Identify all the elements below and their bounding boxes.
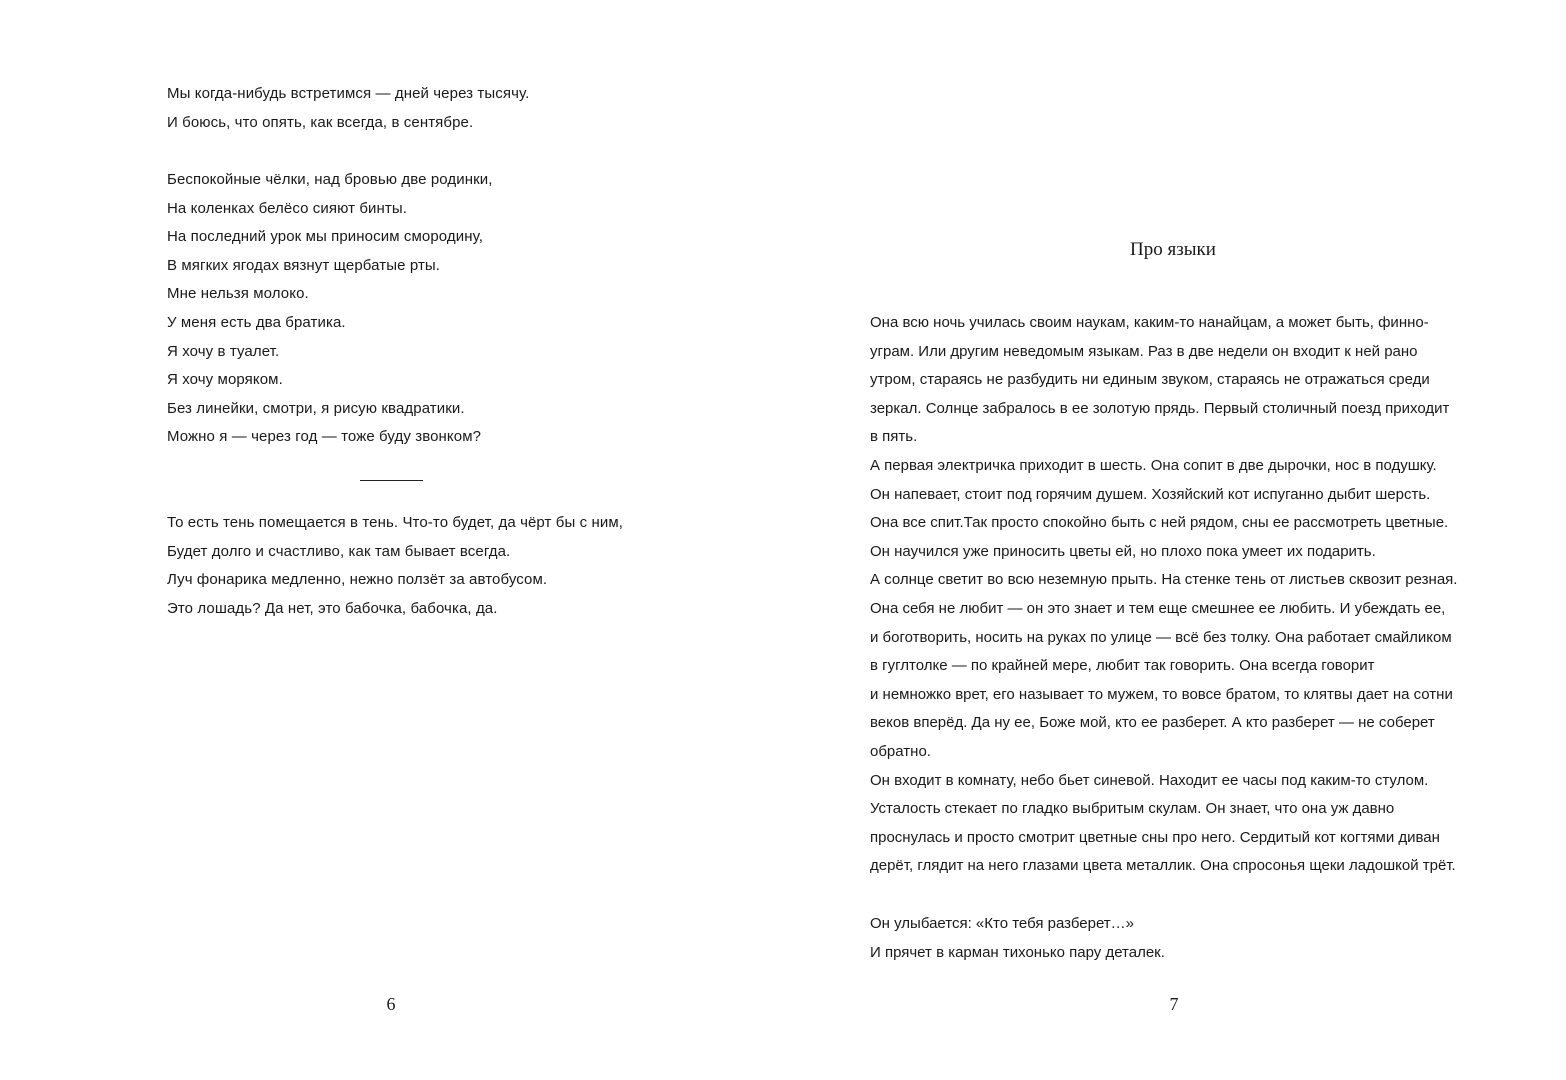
prose-line: А первая электричка приходит в шесть. Она сопит в две дырочки, нос в подушку. (870, 456, 1437, 474)
prose-line: в гуглтолке — по крайней мере, любит так говорить. Она всегда говорит (870, 657, 1375, 675)
poem-line: У меня есть два братика. (167, 313, 346, 331)
right-page (783, 0, 1566, 1080)
poem-stanza-3 (167, 509, 623, 623)
poem-line: В мягких ягодах вязнут щербатые рты. (167, 256, 441, 274)
poem-line: Беспокойные чёлки, над бровью две родинки, (167, 171, 493, 188)
prose-line: Усталость стекает по гладко выбритым скулам. Он знает, что она уж давно (870, 800, 1395, 818)
poem-line: На последний урок мы приносим смородину, (167, 228, 483, 246)
poem-title: Про языки (1130, 239, 1216, 260)
prose-body (870, 309, 1457, 881)
poem-line: Мне нельзя молоко. (167, 285, 309, 303)
prose-line: Он научился уже приносить цветы ей, но плохо пока умеет их подарить. (870, 542, 1376, 560)
section-divider (360, 480, 423, 481)
prose-line: и немножко врет, его называет то мужем, то вовсе братом, то клятвы дает на сотни (870, 685, 1453, 703)
page-number: 7 (1169, 994, 1179, 1014)
prose-line: веков вперёд. Да ну ее, Боже мой, кто ее разберет. А кто разберет — не соберет (870, 714, 1435, 732)
prose-line: А солнце светит во всю неземную прыть. На стенке тень от листьев сквозит резная. (870, 571, 1458, 589)
prose-line: проснулась и просто смотрит цветные сны про него. Сердитый кот когтями диван (870, 828, 1440, 846)
poem-line: Можно я — через год — тоже буду звонком? (167, 428, 482, 446)
prose-line: Он напевает, стоит под горячим душем. Хозяйский кот испуганно дыбит шерсть. (870, 485, 1431, 503)
poem-line: Луч фонарика медленно, нежно ползёт за автобусом. (167, 571, 548, 589)
closing-line: И прячет в карман тихонько пару деталек. (870, 943, 1165, 961)
prose-line: дерёт, глядит на него глазами цвета металлик. Она спросонья щеки ладошкой трёт. (870, 857, 1456, 875)
poem-line: На коленках белёсо сияют бинты. (167, 199, 408, 217)
poem-line: Без линейки, смотри, я рисую квадратики. (167, 399, 465, 417)
poem-line: Я хочу моряком. (167, 371, 283, 389)
page-number: 6 (386, 994, 396, 1014)
poem-line: Будет долго и счастливо, как там бывает всегда. (167, 542, 511, 560)
prose-line: Она себя не любит — он это знает и тем еще смешнее ее любить. И убеждать ее, (870, 599, 1446, 617)
prose-line: уграм. Или другим неведомым языкам. Раз в две недели он входит к ней рано (870, 342, 1418, 360)
prose-line: обратно. (870, 742, 931, 760)
prose-line: Она все спит.Так просто спокойно быть с ней рядом, сны ее рассмотреть цветные. (870, 514, 1449, 532)
prose-line: и боготворить, носить на руках по улице — всё без толку. Она работает смайликом (870, 628, 1452, 646)
prose-line: Он входит в комнату, небо бьет синевой. Находит ее часы под каким-то стулом. (870, 771, 1429, 789)
prose-line: зеркал. Солнце забралось в ее золотую прядь. Первый столичный поезд приходит (870, 399, 1450, 417)
poem-line: И боюсь, что опять, как всегда, в сентябре. (167, 113, 474, 131)
poem-stanza-2 (167, 166, 493, 452)
closing-lines (870, 910, 1165, 967)
prose-line: в пять. (870, 428, 918, 446)
poem-line: Это лошадь? Да нет, это бабочка, бабочка, да. (167, 599, 498, 617)
poem-line: Я хочу в туалет. (167, 342, 280, 360)
closing-line: Он улыбается: «Кто тебя разберет…» (870, 915, 1135, 932)
poem-line: Мы когда-нибудь встретимся — дней через тысячу. (167, 85, 530, 102)
poem-line: То есть тень помещается в тень. Что-то будет, да чёрт бы с ним, (167, 514, 624, 531)
prose-line: утром, стараясь не разбудить ни единым звуком, стараясь не отражаться среди (870, 371, 1430, 389)
poem-stanza-1 (167, 80, 529, 137)
prose-line: Она всю ночь училась своим наукам, каким-то нанайцам, а может быть, финно- (870, 314, 1429, 331)
